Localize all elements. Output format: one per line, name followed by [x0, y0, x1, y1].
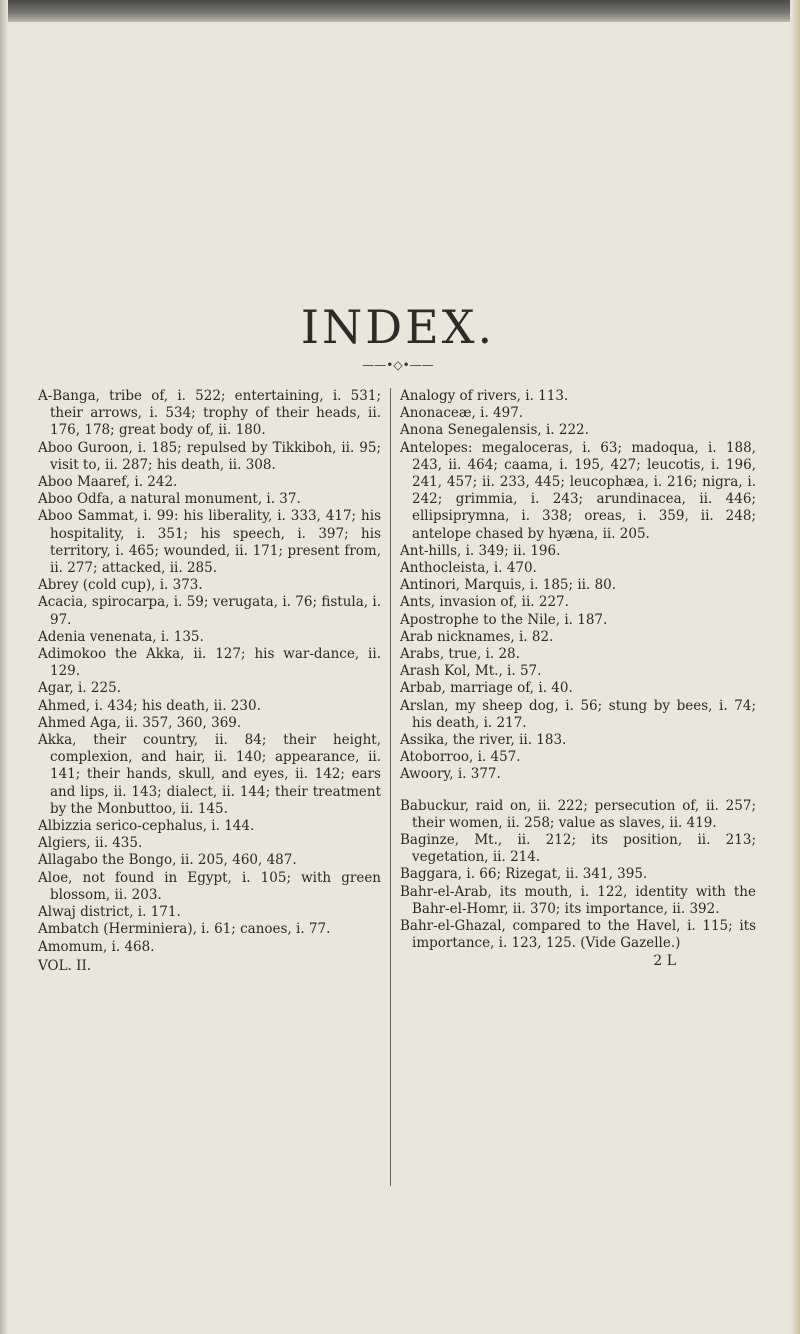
index-entry: Algiers, ii. 435.: [38, 835, 143, 852]
index-entry: Ants, invasion of, ii. 227.: [400, 594, 569, 611]
index-entry: Aloe, not found in Egypt, i. 105; with green blossom, ii. 203.: [38, 869, 381, 903]
index-entry: Albizzia serico-cephalus, i. 144.: [38, 818, 255, 835]
index-entry: Bahr-el-Ghazal, compared to the Havel, i. 115; its importance, i. 123, 125. (Vide Gazelle.): [400, 918, 756, 952]
index-entry: Babuckur, raid on, ii. 222; persecution of, ii. 257; their women, ii. 258; value as slaves, ii. 419.: [400, 797, 756, 831]
index-entry: Baggara, i. 66; Rizegat, ii. 341, 395.: [400, 866, 648, 883]
index-columns: [38, 388, 758, 1208]
index-entry: Awoory, i. 377.: [400, 766, 501, 783]
index-entry: Acacia, spirocarpa, i. 59; verugata, i. 76; fistula, i. 97.: [38, 594, 381, 628]
index-entry: Aboo Guroon, i. 185; repulsed by Tikkiboh, ii. 95; visit to, ii. 287; his death, ii. 308.: [38, 439, 381, 473]
index-page: [38, 300, 758, 974]
index-entry: Arslan, my sheep dog, i. 56; stung by bees, i. 74; his death, i. 217.: [400, 697, 756, 731]
index-entry: Akka, their country, ii. 84; their height, complexion, and hair, ii. 140; appearance, ii. 141; their hands, skull, and eyes, ii. 142; ears and lips, ii. 143; dialect, ii. 144; their treatment by the Monbuttoo, ii. 145.: [38, 732, 381, 817]
index-entry: Antinori, Marquis, i. 185; ii. 80.: [400, 577, 617, 594]
volume-label: VOL. II.: [38, 957, 92, 974]
index-entry: Bahr-el-Arab, its mouth, i. 122, identity with the Bahr-el-Homr, ii. 370; its importance, ii. 392.: [400, 883, 756, 917]
index-entry: Anonaceæ, i. 497.: [400, 405, 524, 422]
index-entry: Arabs, true, i. 28.: [400, 646, 520, 663]
index-entry: Anthocleista, i. 470.: [400, 560, 537, 577]
column-divider: [390, 388, 391, 1186]
index-entry: Anona Senegalensis, i. 222.: [400, 422, 589, 439]
index-entry: Ambatch (Herminiera), i. 61; canoes, i. 77.: [38, 921, 331, 938]
scan-top-shadow: [0, 0, 800, 22]
index-entry: Adimokoo the Akka, ii. 127; his war-dance, ii. 129.: [38, 646, 381, 680]
index-entry: Allagabo the Bongo, ii. 205, 460, 487.: [38, 852, 297, 869]
scan-left-edge: [0, 0, 8, 1334]
index-entry: Aboo Maaref, i. 242.: [38, 474, 178, 491]
section-gap: [400, 784, 756, 798]
index-entry: Assika, the river, ii. 183.: [400, 732, 567, 749]
index-entry: Arab nicknames, i. 82.: [400, 628, 554, 645]
index-entry: Amomum, i. 468.: [38, 938, 155, 955]
index-entry: Analogy of rivers, i. 113.: [400, 388, 569, 404]
index-entry: Ahmed, i. 434; his death, ii. 230.: [38, 697, 261, 714]
index-entry: Ahmed Aga, ii. 357, 360, 369.: [38, 714, 242, 731]
index-entry: Arbab, marriage of, i. 40.: [400, 680, 573, 697]
index-entry: Apostrophe to the Nile, i. 187.: [400, 611, 608, 628]
index-entry: Abrey (cold cup), i. 373.: [38, 577, 203, 594]
right-column: [400, 388, 756, 970]
signature-mark: 2 L: [653, 952, 676, 969]
left-column: [38, 388, 381, 975]
index-entry: A-Banga, tribe of, i. 522; entertaining, i. 531; their arrows, i. 534; trophy of their heads, ii. 176, 178; great body of, ii. 180.: [38, 388, 381, 439]
title-ornament: ——•◇•——: [362, 358, 434, 372]
index-entry: Agar, i. 225.: [38, 680, 121, 697]
page-title: INDEX.: [300, 300, 496, 354]
index-entry: Alwaj district, i. 171.: [38, 904, 181, 921]
index-entry: Atoborroo, i. 457.: [400, 749, 521, 766]
index-entry: Adenia venenata, i. 135.: [38, 628, 204, 645]
index-entry: Ant-hills, i. 349; ii. 196.: [400, 542, 561, 559]
index-entry: Aboo Odfa, a natural monument, i. 37.: [38, 491, 301, 508]
index-entry: Baginze, Mt., ii. 212; its position, ii. 213; vegetation, ii. 214.: [400, 832, 756, 866]
index-entry: Antelopes: megaloceras, i. 63; madoqua, i. 188, 243, ii. 464; caama, i. 195, 427; leucotis, i. 196, 241, 457; ii. 233, 445; leucophæa, i. 216; nigra, i. 242; grimmia, i. 243; arundinacea, ii. 446; ellipsiprymna, i. 338; oreas, i. 359, ii. 248; antelope chased by hyæna, ii. 205.: [400, 439, 756, 542]
index-entry: Aboo Sammat, i. 99: his liberality, i. 333, 417; his hospitality, i. 351; his speech, i. 397; his territory, i. 465; wounded, ii. 171; present from, ii. 277; attacked, ii. 285.: [38, 508, 381, 577]
index-entry: Arash Kol, Mt., i. 57.: [400, 663, 542, 680]
scan-right-edge: [790, 0, 800, 1334]
